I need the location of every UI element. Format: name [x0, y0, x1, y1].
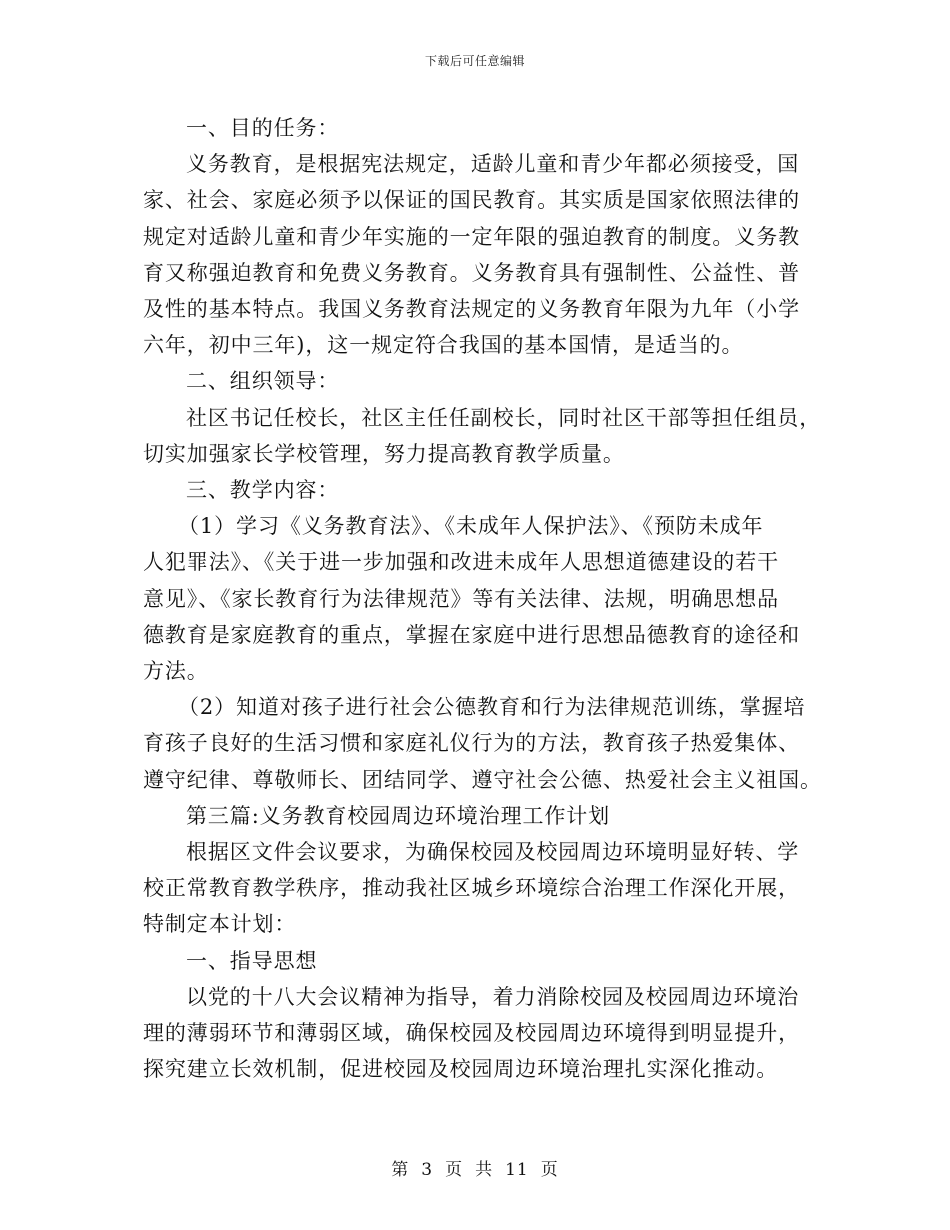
text-line: 一、指导思想 — [186, 948, 318, 973]
text-line: 理的薄弱环节和薄弱区域，确保校园及校园周边环境得到明显提升， — [143, 1021, 800, 1046]
text-line: 意见》、《家长教育行为法律规范》等有关法律、法规，明确思想品 — [143, 586, 779, 611]
paragraph — [143, 943, 811, 979]
text-line: 规定对适龄儿童和青少年实施的一定年限的强迫教育的制度。义务教 — [143, 224, 800, 249]
text-line: 二、组织领导： — [186, 369, 340, 394]
text-line: 育孩子良好的生活习惯和家庭礼仪行为的方法，教育孩子热爱集体、 — [143, 731, 800, 756]
paragraph — [143, 834, 811, 943]
text-line: 遵守纪律、尊敬师长、团结同学、遵守社会公德、热爱社会主义祖国。 — [143, 767, 822, 792]
page-footer — [0, 1155, 950, 1180]
text-line: 及性的基本特点。我国义务教育法规定的义务教育年限为九年（小学 — [143, 297, 800, 322]
footer-ye-2: 页 — [540, 1160, 559, 1180]
text-line: （1）学习《义务教育法》、《未成年人保护法》、《预防未成年 — [178, 514, 764, 539]
paragraph — [143, 110, 811, 146]
footer-di: 第 — [391, 1160, 410, 1180]
document-body — [143, 110, 822, 1087]
text-line: 校正常教育教学秩序，推动我社区城乡环境综合治理工作深化开展， — [143, 876, 800, 901]
paragraph — [143, 363, 811, 399]
text-line: 方法。 — [143, 659, 209, 684]
text-line: 德教育是家庭教育的重点，掌握在家庭中进行思想品德教育的途径和 — [143, 622, 800, 647]
text-line: 根据区文件会议要求，为确保校园及校园周边环境明显好转、学 — [186, 840, 800, 865]
text-line: 人犯罪法》、《关于进一步加强和改进未成年人思想道德建设的若干 — [143, 550, 779, 575]
text-line: 特制定本计划： — [143, 912, 297, 937]
text-line: 六年，初中三年)，这一规定符合我国的基本国情，是适当的。 — [143, 333, 744, 358]
text-line: 育又称强迫教育和免费义务教育。义务教育具有强制性、公益性、普 — [143, 260, 800, 285]
text-line: 第三篇:义务教育校园周边环境治理工作计划 — [186, 803, 611, 828]
text-line: 一、目的任务： — [186, 116, 340, 140]
text-line: 义务教育，是根据宪法规定，适龄儿童和青少年都必须接受，国 — [186, 152, 800, 177]
paragraph — [143, 472, 811, 508]
paragraph — [143, 146, 811, 363]
footer-gong: 共 — [475, 1160, 494, 1180]
paragraph — [143, 400, 822, 472]
text-line: 探究建立长效机制，促进校园及校园周边环境治理扎实深化推动。 — [143, 1057, 779, 1082]
paragraph — [143, 798, 811, 834]
text-line: 家、社会、家庭必须予以保证的国民教育。其实质是国家依照法律的 — [143, 188, 800, 213]
page-header-note: 下载后可任意编辑 — [424, 54, 525, 68]
page-number: 3 — [421, 1160, 434, 1180]
paragraph — [143, 979, 811, 1088]
total-pages: 11 — [505, 1160, 529, 1180]
text-line: 切实加强家长学校管理，努力提高教育教学质量。 — [143, 441, 625, 466]
text-line: 社区书记任校长，社区主任任副校长，同时社区干部等担任组员， — [186, 405, 822, 430]
footer-ye: 页 — [445, 1160, 464, 1180]
text-line: 三、教学内容： — [186, 478, 340, 503]
paragraph — [143, 508, 811, 689]
text-line: 以党的十八大会议精神为指导，着力消除校园及校园周边环境治 — [186, 984, 800, 1009]
text-line: （2）知道对孩子进行社会公德教育和行为法律规范训练，掌握培 — [178, 695, 806, 720]
paragraph — [143, 689, 822, 798]
